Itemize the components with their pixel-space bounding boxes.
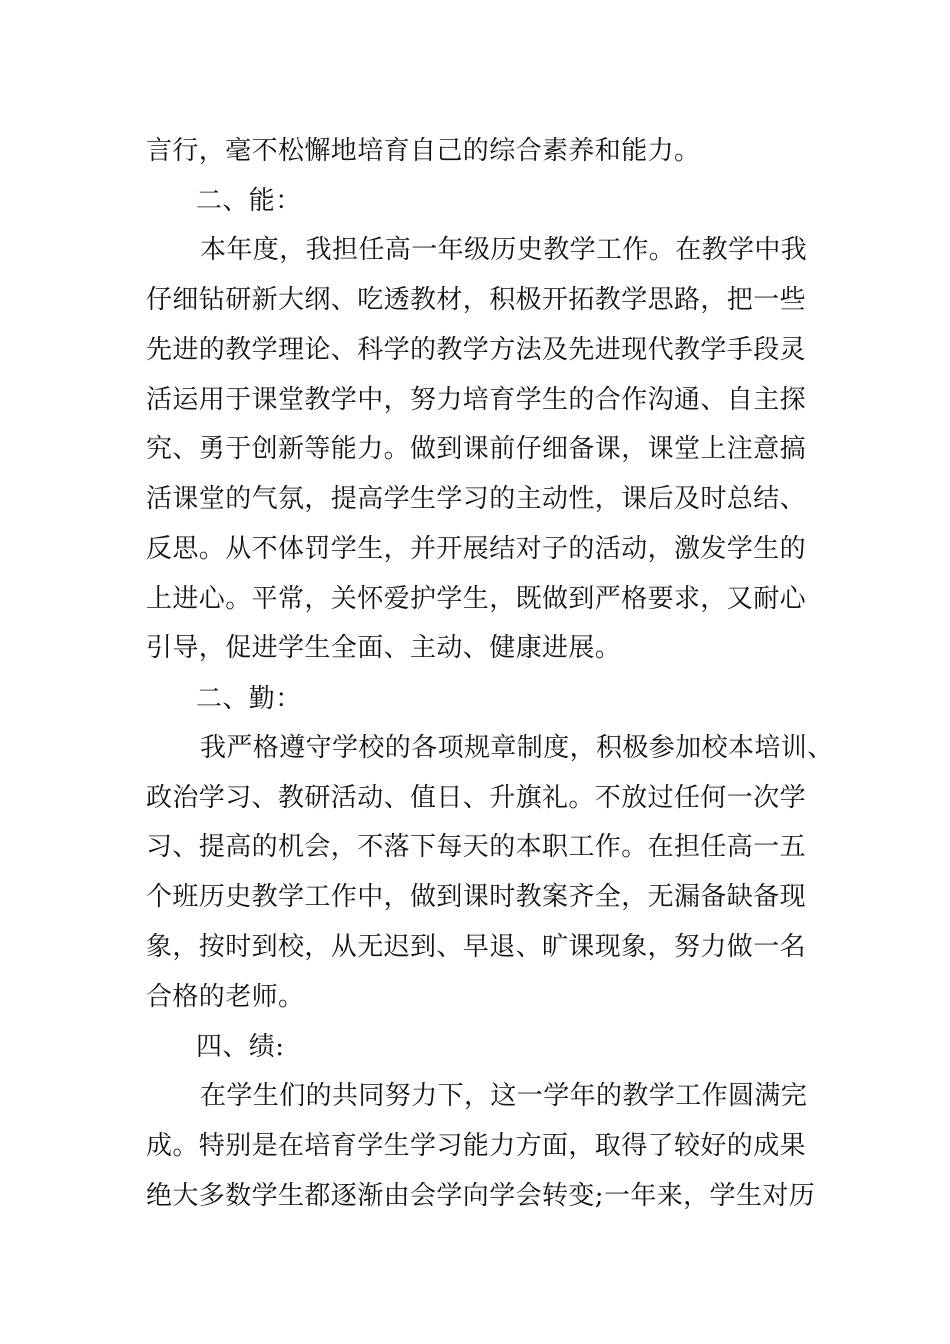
paragraph-line: 习、提高的机会，不落下每天的本职工作。在担任高一五 — [146, 832, 807, 862]
paragraph-line: 反思。从不体罚学生，并开展结对子的活动，激发学生的 — [146, 534, 807, 564]
paragraph-line: 活课堂的气氛，提高学生学习的主动性，课后及时总结、 — [146, 484, 807, 514]
paragraph-line: 在学生们的共同努力下，这一学年的教学工作圆满完 — [200, 1081, 808, 1111]
paragraph-line: 本年度，我担任高一年级历史教学工作。在教学中我 — [200, 235, 808, 265]
paragraph-line: 合格的老师。 — [146, 982, 305, 1012]
section-heading-ji: 四、绩: — [196, 1032, 285, 1062]
paragraph-line: 我严格遵守学校的各项规章制度，积极参加校本培训、 — [200, 733, 834, 763]
paragraph-line: 言行，毫不松懈地培育自己的综合素养和能力。 — [146, 136, 701, 166]
paragraph-line: 上进心。平常，关怀爱护学生，既做到严格要求，又耐心 — [146, 584, 807, 614]
paragraph-line: 究、勇于创新等能力。做到课前仔细备课，课堂上注意搞 — [146, 434, 807, 464]
paragraph-line: 先进的教学理论、科学的教学方法及先进现代教学手段灵 — [146, 335, 807, 365]
paragraph-line: 政治学习、教研活动、值日、升旗礼。不放过任何一次学 — [146, 783, 807, 813]
section-heading-qin: 二、勤： — [196, 684, 302, 714]
paragraph-line: 仔细钻研新大纲、吃透教材，积极开拓教学思路，把一些 — [146, 285, 807, 315]
paragraph-line: 成。特别是在培育学生学习能力方面，取得了较好的成果 — [146, 1131, 807, 1161]
paragraph-line: 象，按时到校，从无迟到、早退、旷课现象，努力做一名 — [146, 932, 807, 962]
paragraph-line: 个班历史教学工作中，做到课时教案齐全，无漏备缺备现 — [146, 882, 807, 912]
section-heading-neng: 二、能： — [196, 186, 302, 216]
paragraph-line: 绝大多数学生都逐渐由会学向学会转变;一年来，学生对历 — [146, 1181, 816, 1211]
paragraph-line: 引导，促进学生全面、主动、健康进展。 — [146, 633, 622, 663]
paragraph-line: 活运用于课堂教学中，努力培育学生的合作沟通、自主探 — [146, 385, 807, 415]
